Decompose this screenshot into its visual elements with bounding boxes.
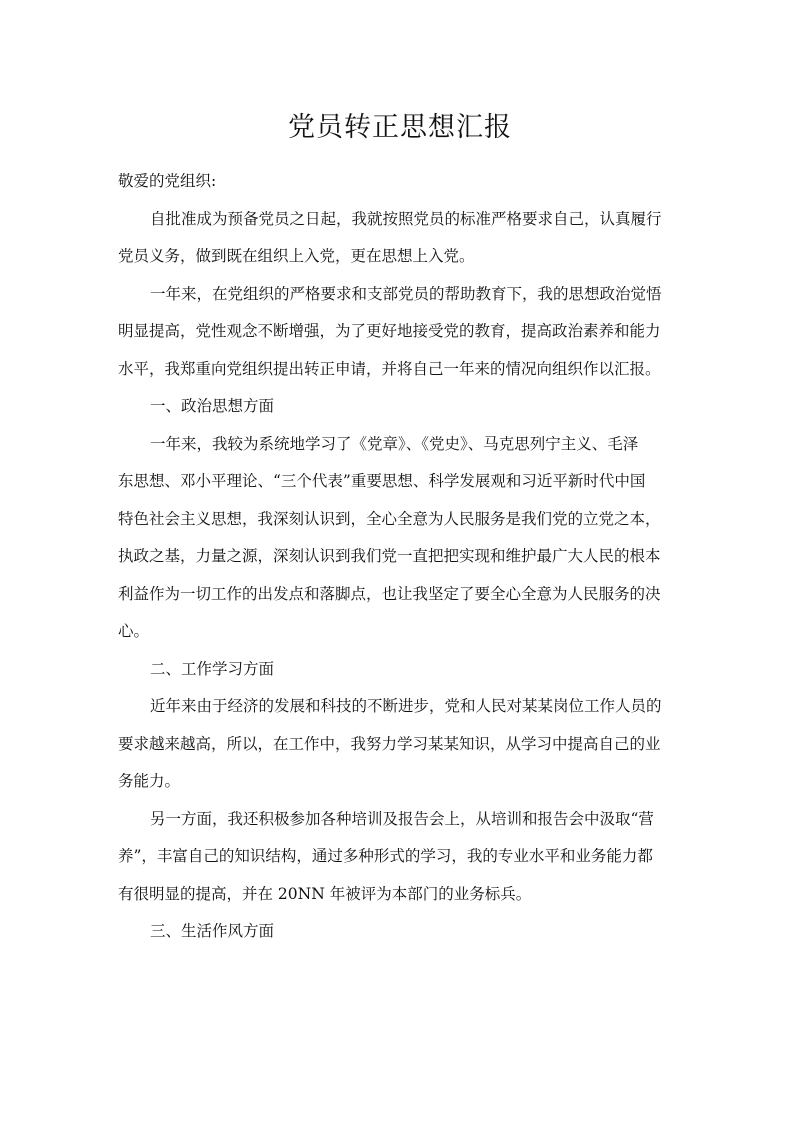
body-line: 有很明显的提高，并在 20NN 年被评为本部门的业务标兵。 [118,884,532,903]
body-line: 务能力。 [118,772,181,790]
body-line: 一年来，在党组织的严格要求和支部党员的帮助教育下，我的思想政治觉悟 [150,284,662,303]
document-body [118,163,690,951]
body-line: 一、政治思想方面 [150,397,275,415]
body-line: 心。 [118,622,150,640]
body-line: 二、工作学习方面 [150,659,275,678]
body-line: 利益作为一切工作的出发点和落脚点，也让我坚定了要全心全意为人民服务的决 [118,584,661,603]
document-title: 党员转正思想汇报 [288,112,512,143]
body-line: 自批准成为预备党员之日起，我就按照党员的标准严格要求自己，认真履行 [150,209,662,228]
body-line: 东思想、邓小平理论、“三个代表”重要思想、科学发展观和习近平新时代中国 [118,472,646,490]
body-line: 养”，丰富自己的知识结构，通过多种形式的学习，我的专业水平和业务能力都 [118,847,653,865]
body-line: 执政之基，力量之源，深刻认识到我们党一直把把实现和维护最广大人民的根本 [118,547,661,565]
body-line: 水平，我郑重向党组织提出转正申请，并将自己一年来的情况向组织作以汇报。 [118,359,661,378]
body-line: 另一方面，我还积极参加各种培训及报告会上，从培训和报告会中汲取“营 [150,809,654,828]
body-line: 特色社会主义思想，我深刻认识到，全心全意为人民服务是我们党的立党之本， [118,509,661,528]
body-line: 敬爱的党组织: [118,172,217,190]
body-line: 近年来由于经济的发展和科技的不断进步，党和人民对某某岗位工作人员的 [150,697,662,715]
body-line: 一年来，我较为系统地学习了《党章》、《党史》、马克思列宁主义、毛泽 [150,434,639,453]
body-line: 党员义务，做到既在组织上入党，更在思想上入党。 [118,247,475,265]
body-line: 三、生活作风方面 [150,922,275,940]
body-line: 要求越来越高，所以，在工作中，我努力学习某某知识，从学习中提高自己的业 [118,734,661,753]
body-line: 明显提高，党性观念不断增强，为了更好地接受党的教育，提高政治素养和能力 [118,322,661,340]
